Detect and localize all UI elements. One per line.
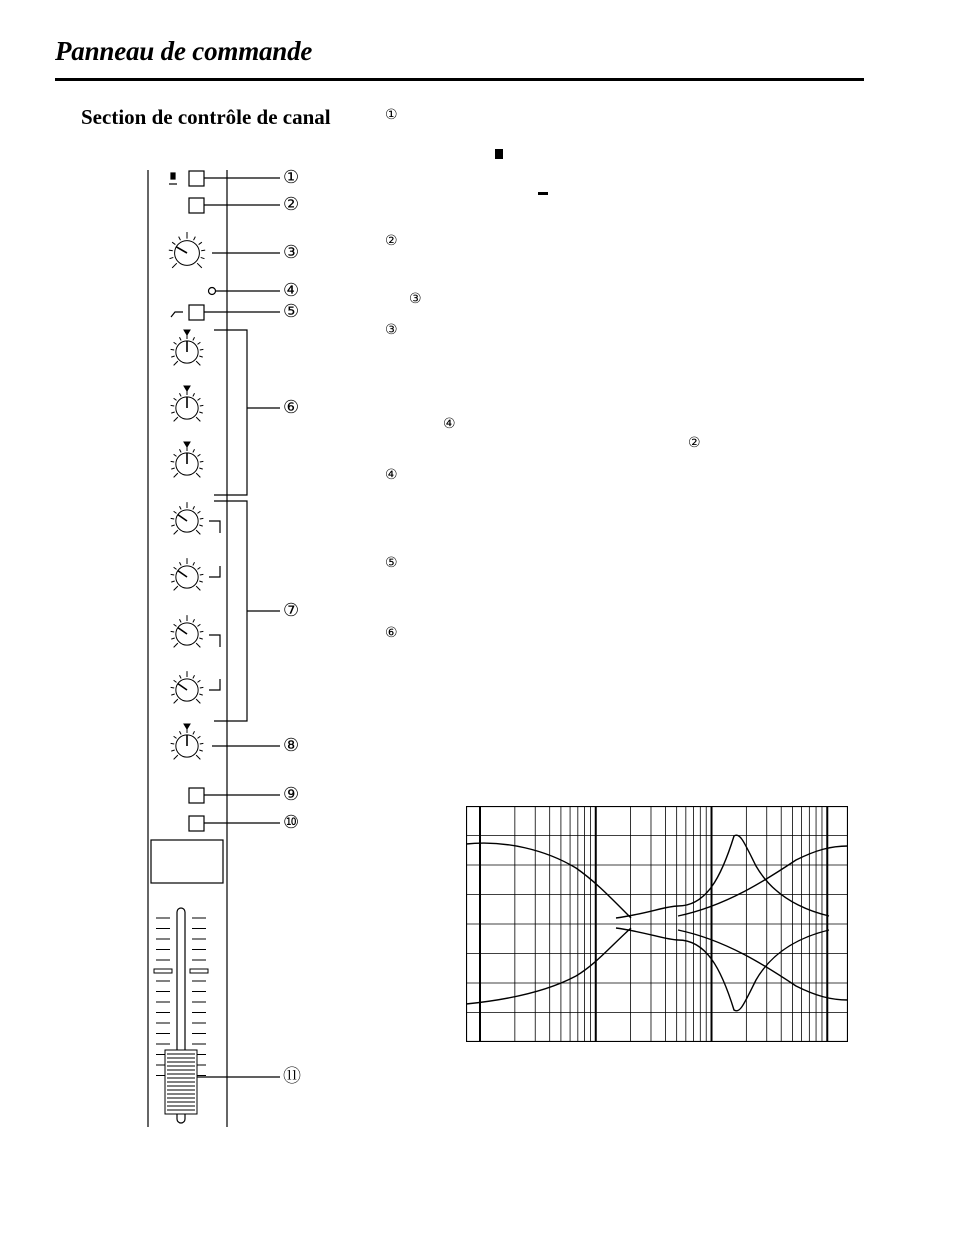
- aux-pair-bracket-3: [209, 635, 220, 647]
- aux-pair-bracket-4: [209, 679, 220, 690]
- text-marker-6: ⑥: [385, 625, 398, 641]
- knob-eq-low: [171, 442, 204, 477]
- button-5: [189, 305, 204, 320]
- button-9: [189, 788, 204, 803]
- callout-6: ⑥: [283, 397, 300, 418]
- callout-2: ②: [283, 194, 300, 215]
- callout-9: ⑨: [283, 784, 300, 805]
- callout-5: ⑤: [283, 301, 300, 322]
- callout-7: ⑦: [283, 600, 300, 621]
- callout-1: ①: [283, 167, 300, 188]
- bracket-aux: [214, 501, 247, 721]
- text-marker-5: ⑤: [385, 555, 398, 571]
- text-marker-3-inline: ③: [409, 291, 422, 307]
- text-marker-3: ③: [385, 322, 398, 338]
- knob-eq-mid: [171, 386, 204, 421]
- button-10: [189, 816, 204, 831]
- knob-aux-4: [171, 671, 204, 703]
- eq-response-graph: [466, 806, 848, 1042]
- knob-gain: [169, 232, 205, 268]
- callout-4: ④: [283, 280, 300, 301]
- button-1: [189, 171, 204, 186]
- section-title: Section de contrôle de canal: [81, 105, 331, 129]
- button-1-symbol: [171, 173, 175, 179]
- text-marker-2-inline: ②: [688, 435, 701, 451]
- text-marker-4: ④: [385, 467, 398, 483]
- scribble-strip: [151, 840, 223, 883]
- button-2: [189, 198, 204, 213]
- text-marker-2: ②: [385, 233, 398, 249]
- bracket-eq: [214, 330, 247, 495]
- callout-3: ③: [283, 242, 300, 263]
- callout-10: ⑩: [283, 812, 300, 833]
- callout-8: ⑧: [283, 735, 300, 756]
- text-marker-4-inline: ④: [443, 416, 456, 432]
- knob-aux-3: [171, 615, 204, 647]
- knob-aux-2: [171, 558, 204, 590]
- aux-pair-bracket-1: [209, 521, 220, 533]
- hpf-symbol: [171, 312, 183, 317]
- page-title: Panneau de commande: [55, 36, 313, 66]
- aux-pair-bracket-2: [209, 566, 220, 577]
- fader-cap: [165, 1050, 197, 1114]
- knob-eq-high: [171, 330, 204, 365]
- knob-pan: [171, 724, 204, 759]
- knob-aux-1: [171, 502, 204, 534]
- led-indicator: [209, 288, 216, 295]
- callout-11: ⑪: [283, 1066, 301, 1087]
- text-marker-1: ①: [385, 107, 398, 123]
